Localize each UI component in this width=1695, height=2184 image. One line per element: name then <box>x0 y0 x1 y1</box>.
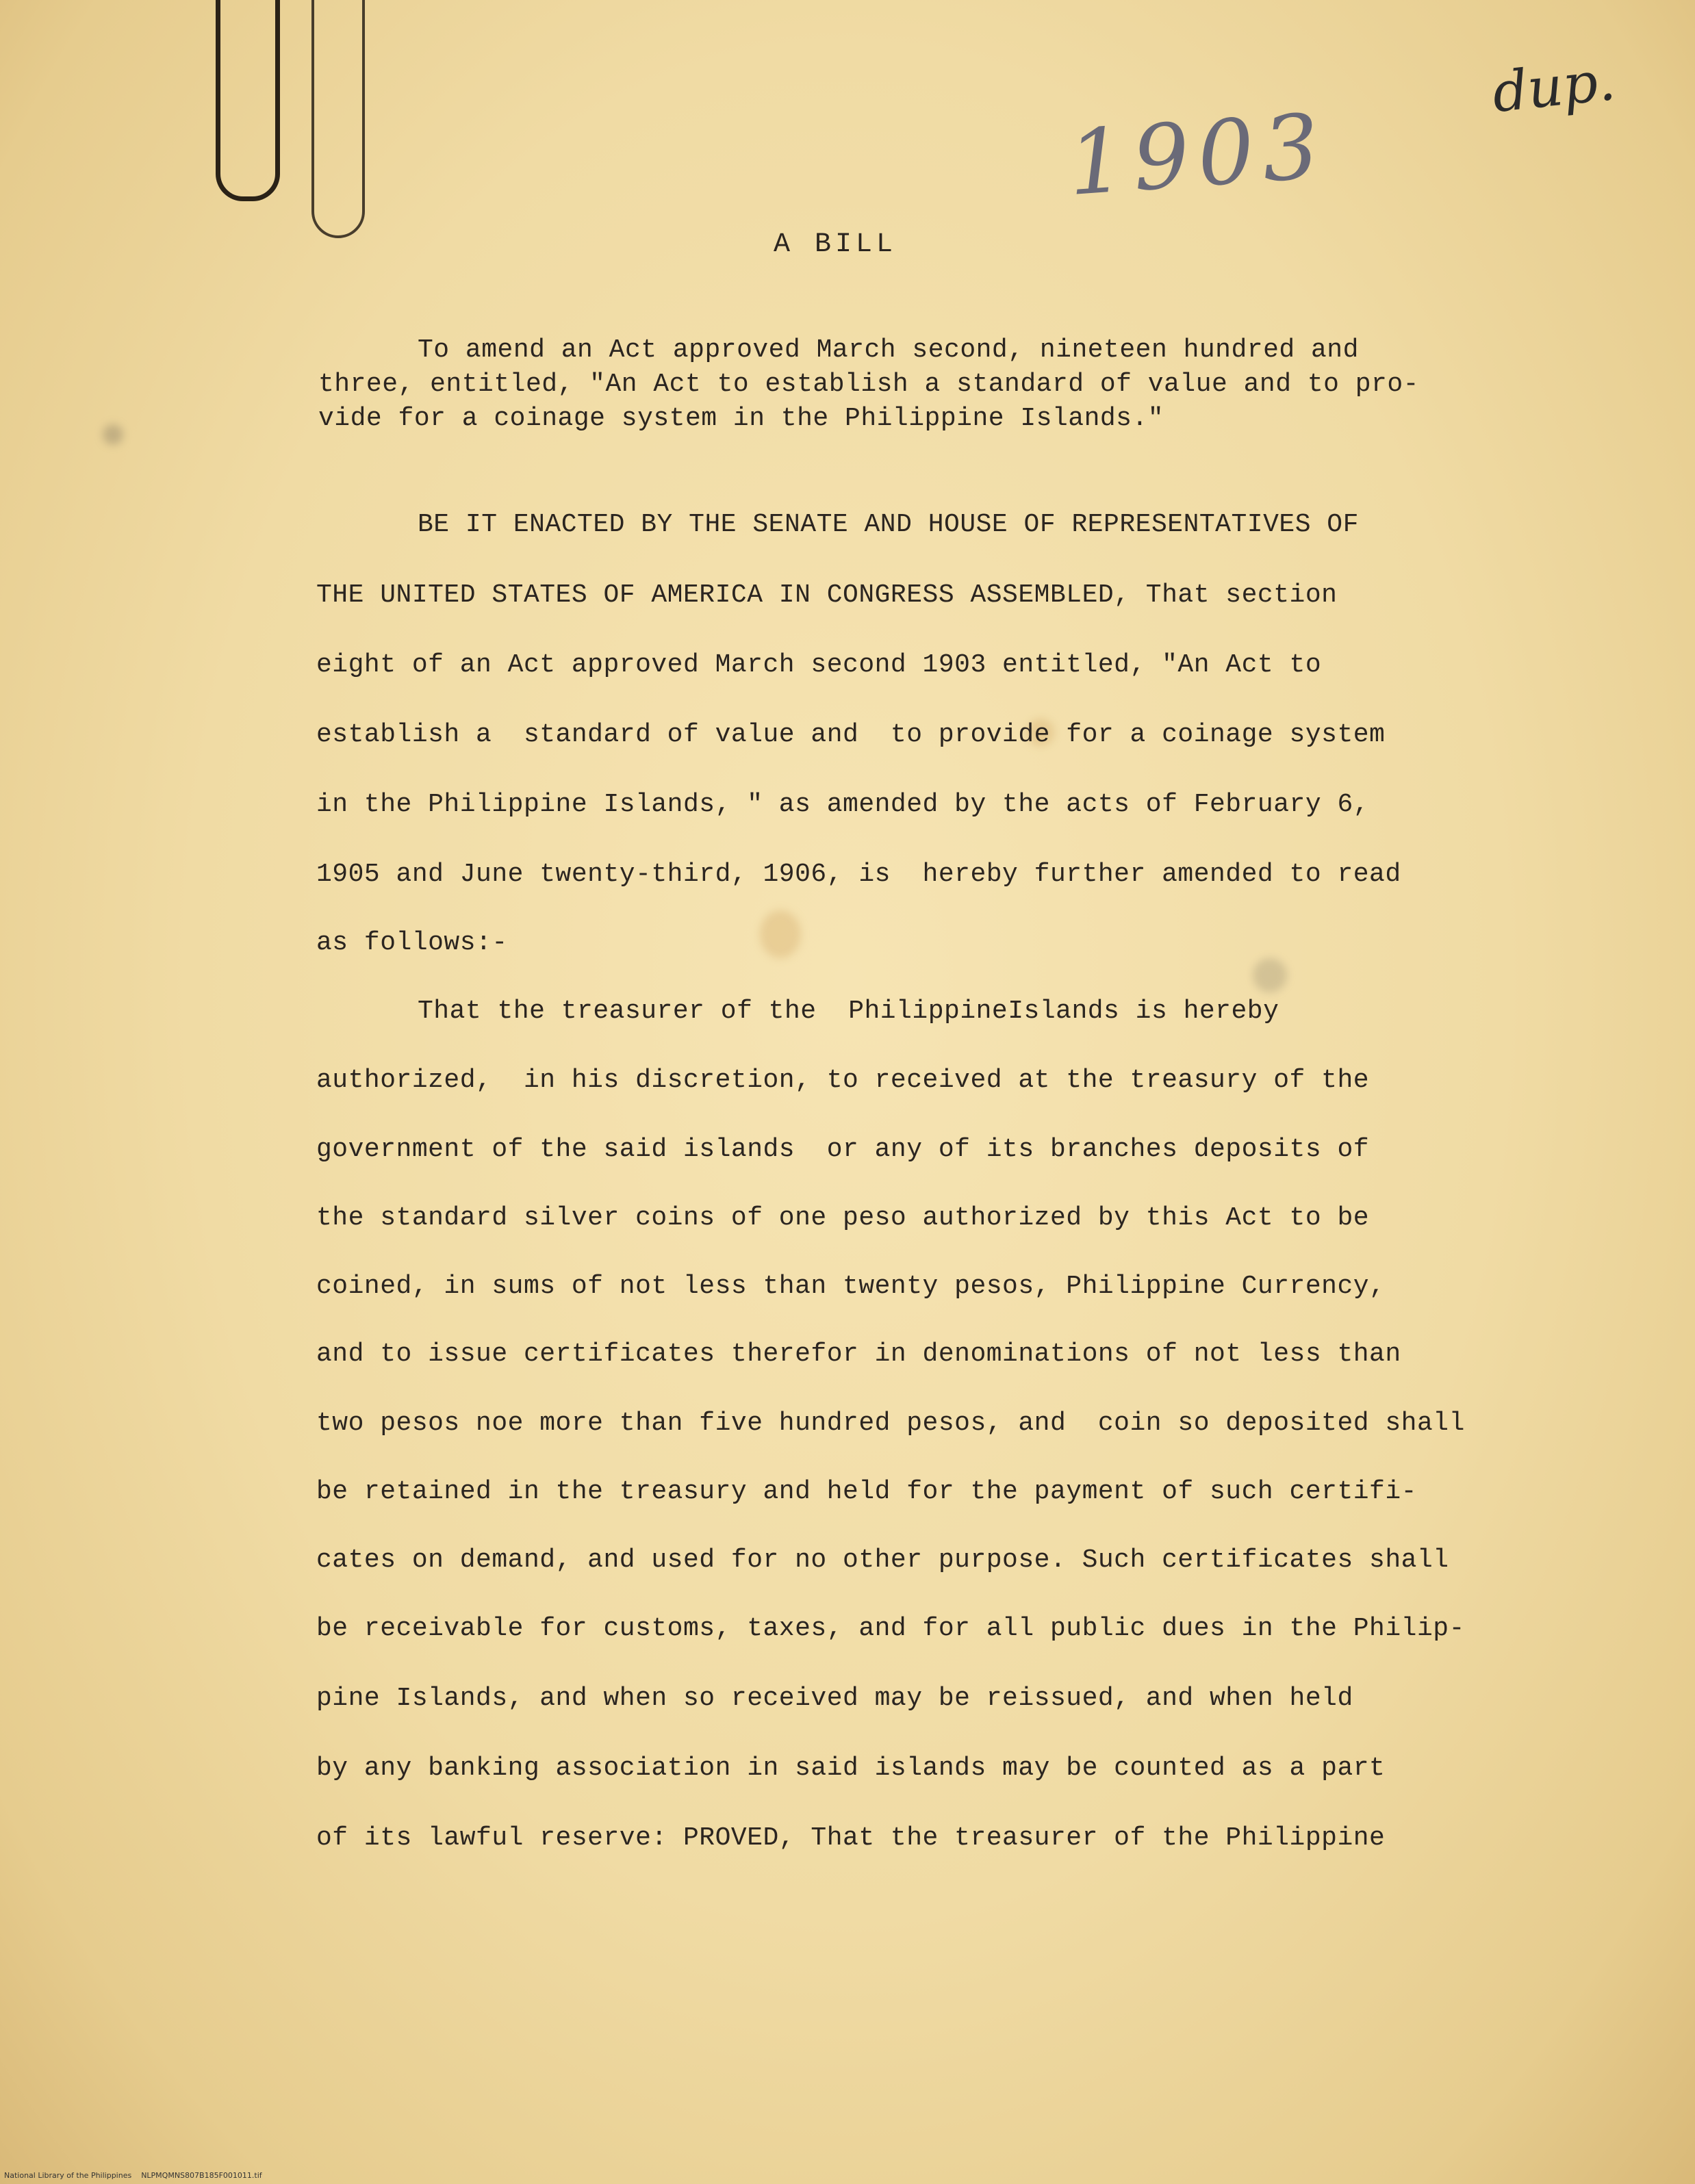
body-line: and to issue certificates therefor in denominations of not less than <box>316 1339 1401 1369</box>
body-line: government of the said islands or any of its branches deposits of <box>316 1135 1370 1164</box>
body-line: THE UNITED STATES OF AMERICA IN CONGRESS ASSEMBLED, That section <box>316 580 1338 610</box>
paper-stain <box>1253 958 1287 992</box>
body-line: be receivable for customs, taxes, and for all public dues in the Philip- <box>316 1614 1465 1643</box>
handwritten-year: 1903 <box>1065 93 1331 216</box>
handwritten-note: dup. <box>1489 48 1618 125</box>
body-line: be retained in the treasury and held for the payment of such certifi- <box>316 1477 1417 1506</box>
summary-line: vide for a coinage system in the Philippine Islands." <box>318 404 1164 433</box>
bill-title: A BILL <box>774 229 897 260</box>
body-line: as follows:- <box>316 928 508 958</box>
body-line: establish a standard of value and to provide for a coinage system <box>316 720 1386 749</box>
body-line: coined, in sums of not less than twenty pesos, Philippine Currency, <box>316 1272 1386 1301</box>
paper-clip <box>311 0 365 238</box>
body-line: the standard silver coins of one peso authorized by this Act to be <box>316 1203 1370 1233</box>
scan-footer: National Library of the Philippines NLPMQMNS807B185F001011.tif <box>4 2171 262 2180</box>
paper-stain <box>103 424 123 445</box>
body-line: eight of an Act approved March second 1903 entitled, "An Act to <box>316 650 1322 680</box>
body-line: by any banking association in said islands may be counted as a part <box>316 1753 1386 1783</box>
paper-stain <box>760 910 801 958</box>
body-line: authorized, in his discretion, to received at the treasury of the <box>316 1066 1370 1095</box>
summary-line: To amend an Act approved March second, nineteen hundred and <box>418 335 1359 365</box>
body-line: cates on demand, and used for no other purpose. Such certificates shall <box>316 1545 1449 1575</box>
body-line: two pesos noe more than five hundred pesos, and coin so deposited shall <box>316 1409 1465 1438</box>
body-line: BE IT ENACTED BY THE SENATE AND HOUSE OF REPRESENTATIVES OF <box>418 510 1359 539</box>
summary-line: three, entitled, "An Act to establish a standard of value and to pro- <box>318 370 1419 399</box>
body-line: of its lawful reserve: PROVED, That the treasurer of the Philippine <box>316 1823 1386 1853</box>
body-line: 1905 and June twenty-third, 1906, is hereby further amended to read <box>316 860 1401 889</box>
body-line: pine Islands, and when so received may be reissued, and when held <box>316 1684 1353 1713</box>
paper-clip <box>216 0 280 201</box>
body-line: in the Philippine Islands, " as amended by the acts of February 6, <box>316 790 1370 819</box>
body-line: That the treasurer of the PhilippineIslands is hereby <box>418 997 1279 1026</box>
